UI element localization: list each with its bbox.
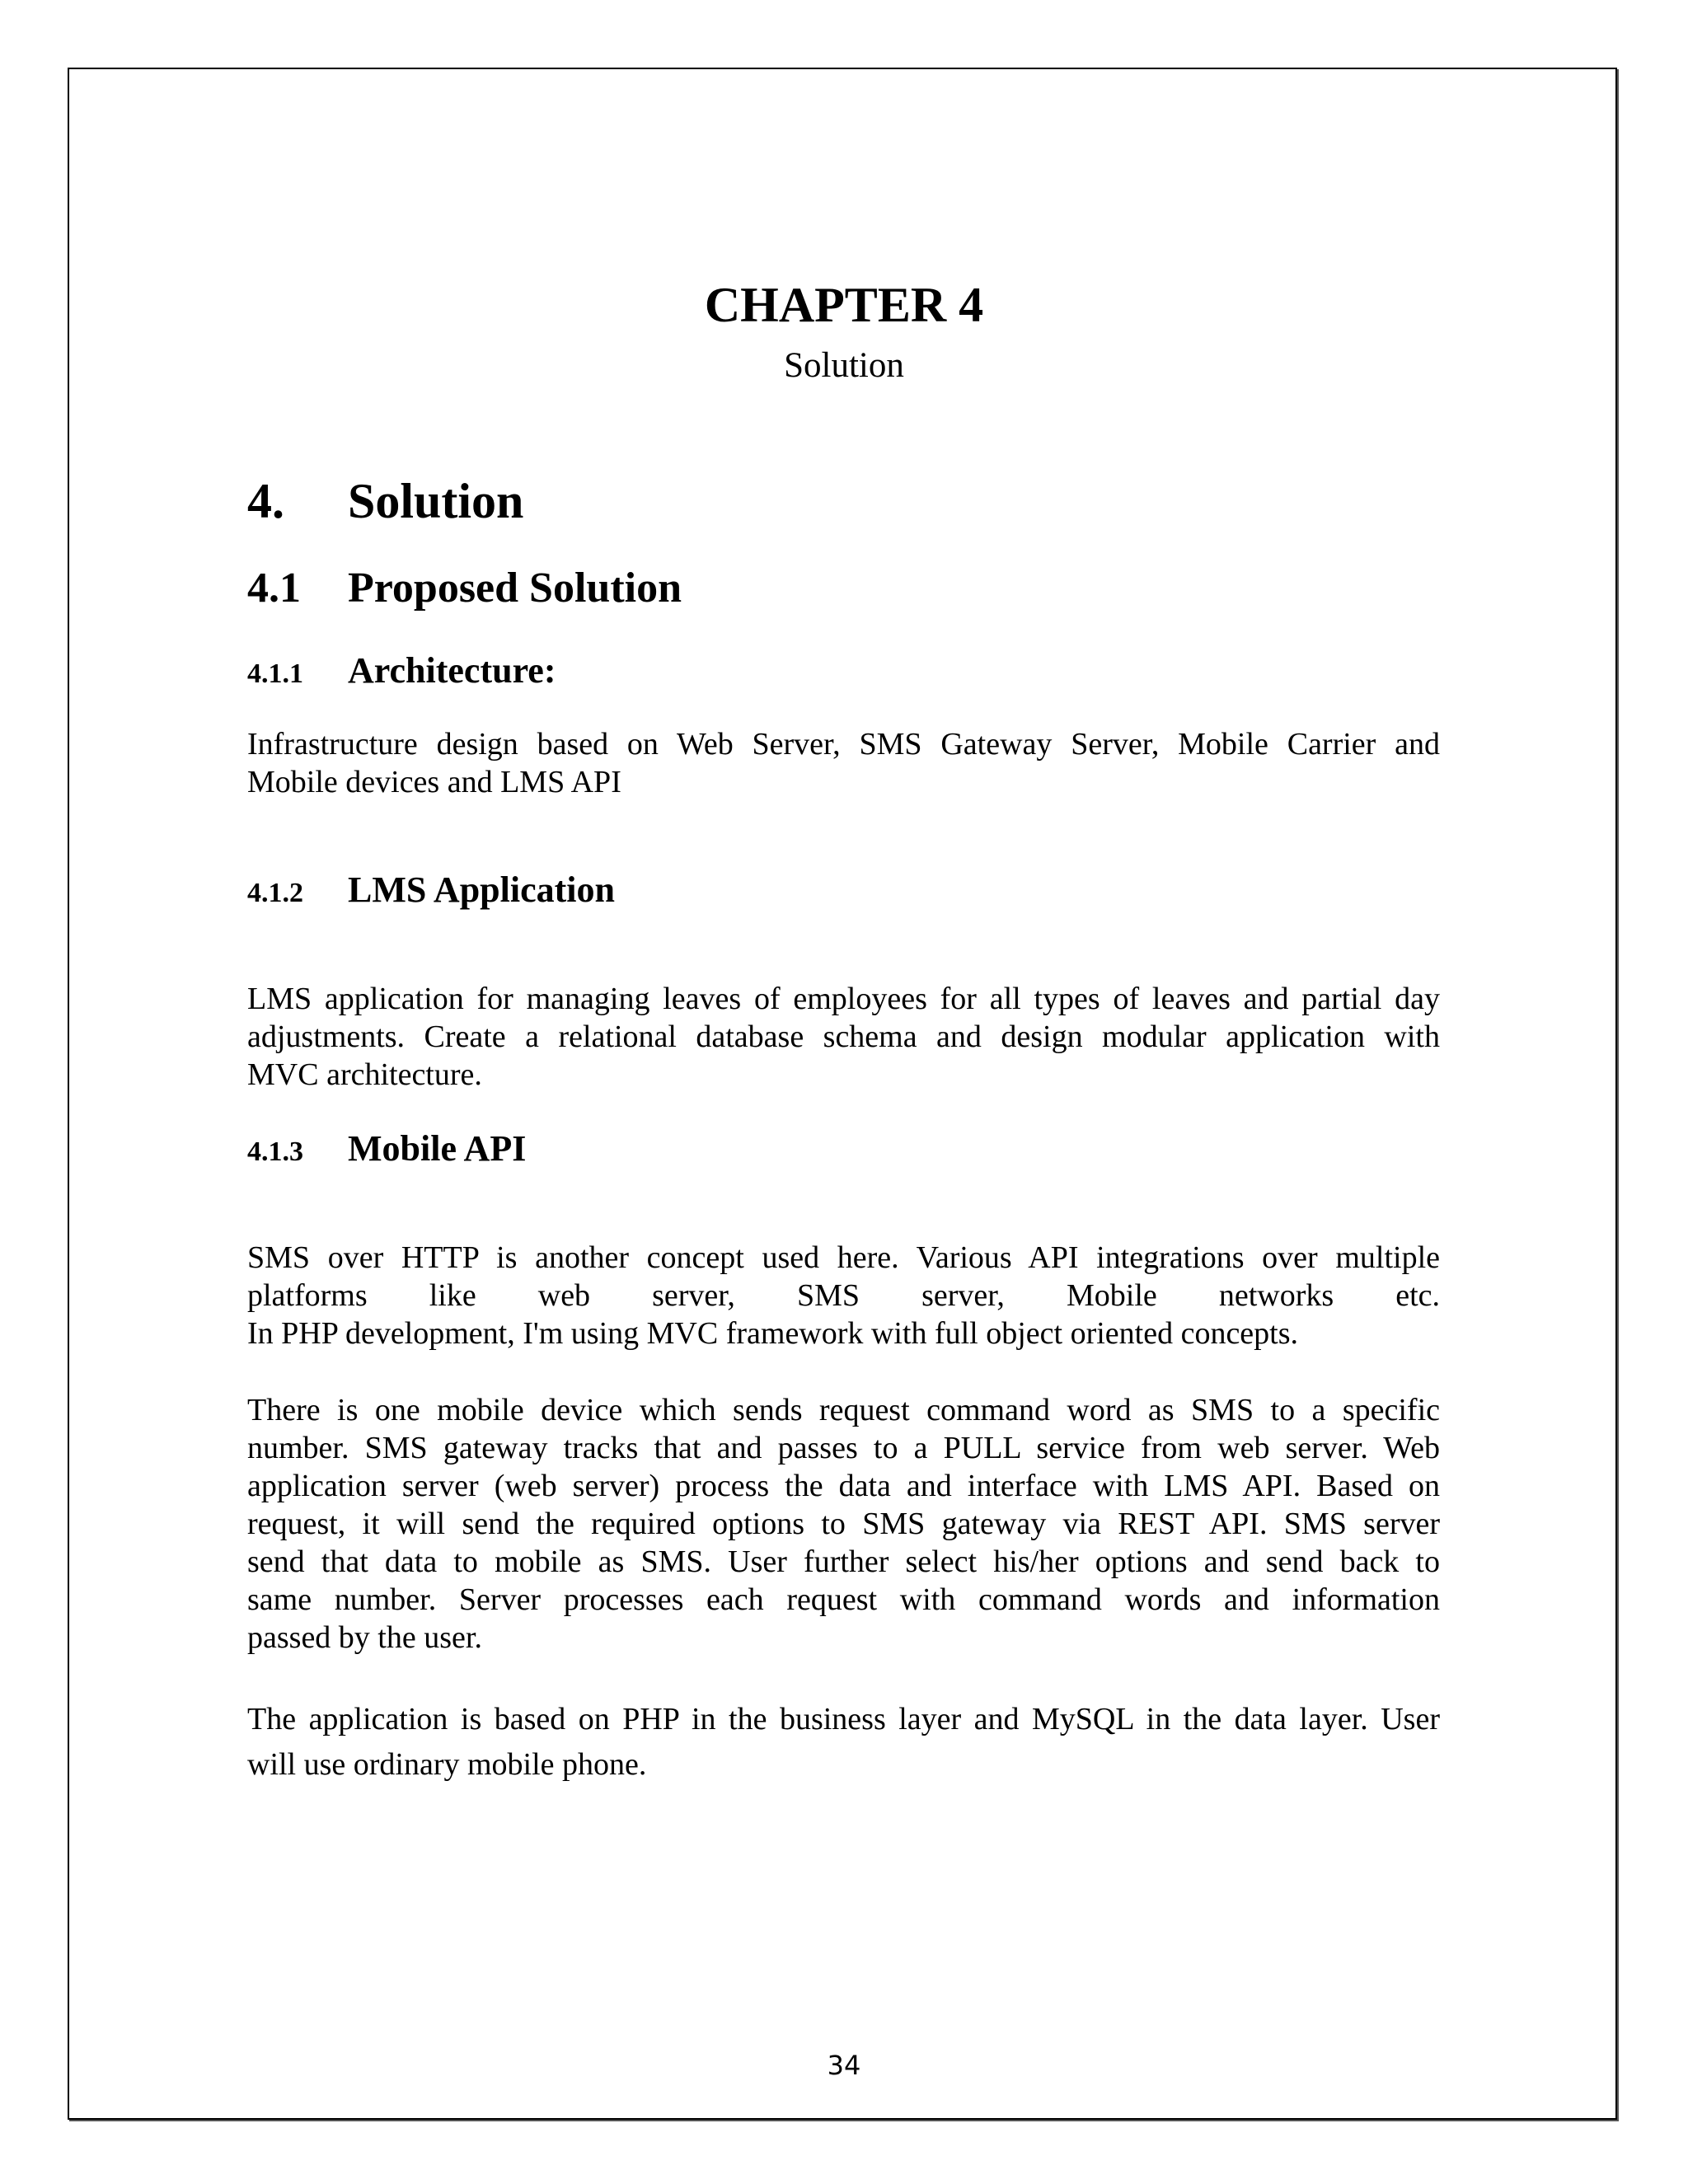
section-number: 4. xyxy=(247,474,284,528)
section-number: 4.1.1 xyxy=(247,658,303,689)
paragraph-line: Mobile devices and LMS API xyxy=(247,765,621,799)
section-heading-4-1-2 xyxy=(247,869,615,910)
paragraph-line: will use ordinary mobile phone. xyxy=(247,1747,647,1782)
paragraph-line: MVC architecture. xyxy=(247,1057,482,1092)
section-heading-4-1 xyxy=(247,567,682,610)
section-number: 4.1.2 xyxy=(247,878,303,908)
section-title: Mobile API xyxy=(348,1128,527,1169)
paragraph-line: number. SMS gateway tracks that and passes to a PULL service from web server. Web xyxy=(247,1431,1440,1465)
section-title: Proposed Solution xyxy=(348,565,682,612)
paragraph-mobile-api-2 xyxy=(247,1391,1440,1657)
page-number: 34 xyxy=(827,2050,861,2081)
paragraph-line: There is one mobile device which sends request command word as SMS to a specific xyxy=(247,1393,1440,1427)
paragraph-line: adjustments. Create a relational database schema and design modular application with xyxy=(247,1019,1440,1054)
section-title: Solution xyxy=(348,474,524,528)
section-title: LMS Application xyxy=(348,869,615,910)
paragraph-line: passed by the user. xyxy=(247,1620,482,1655)
section-title: Architecture: xyxy=(348,650,556,691)
paragraph-line: Infrastructure design based on Web Server, SMS Gateway Server, Mobile Carrier and xyxy=(247,727,1440,762)
paragraph-line: In PHP development, I'm using MVC framework with full object oriented concepts. xyxy=(247,1316,1299,1351)
paragraph-line: platforms like web server, SMS server, Mobile networks etc. xyxy=(247,1278,1440,1313)
section-heading-4-1-3 xyxy=(247,1128,527,1169)
paragraph-architecture xyxy=(247,725,1440,801)
paragraph-line: application server (web server) process the data and interface with LMS API. Based on xyxy=(247,1469,1440,1503)
paragraph-line: LMS application for managing leaves of employees for all types of leaves and partial day xyxy=(247,982,1440,1016)
section-heading-4-1-1 xyxy=(247,650,556,691)
paragraph-line: same number. Server processes each request with command words and information xyxy=(247,1582,1440,1617)
paragraph-lms xyxy=(247,980,1440,1094)
paragraph-line: The application is based on PHP in the business layer and MySQL in the data layer. User xyxy=(247,1702,1440,1736)
section-number: 4.1.3 xyxy=(247,1137,303,1167)
paragraph-mobile-api-1 xyxy=(247,1239,1440,1352)
paragraph-mobile-api-3 xyxy=(247,1700,1440,1783)
section-heading-4 xyxy=(247,476,523,526)
chapter-title: CHAPTER 4 xyxy=(704,278,984,332)
chapter-subtitle: Solution xyxy=(784,346,904,385)
paragraph-line: request, it will send the required options to SMS gateway via REST API. SMS server xyxy=(247,1507,1440,1541)
paragraph-line: send that data to mobile as SMS. User further select his/her options and send back to xyxy=(247,1544,1440,1579)
paragraph-line: SMS over HTTP is another concept used here. Various API integrations over multiple xyxy=(247,1240,1440,1275)
section-number: 4.1 xyxy=(247,565,301,612)
